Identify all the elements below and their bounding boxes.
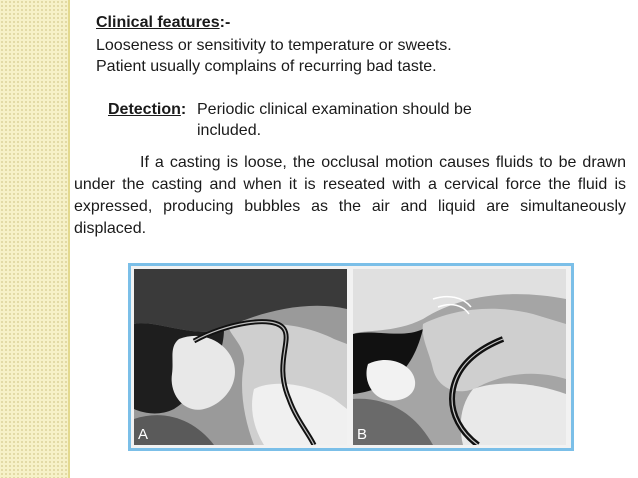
photo-b-label: B bbox=[357, 426, 368, 443]
body-paragraph: If a casting is loose, the occlusal motion causes fluids to be drawn under the casting and when it is reseated with a cervical force the fluid is expressed, producing bubbles as the air and liquid are simultaneously displaced. bbox=[74, 154, 626, 237]
decorative-side-line bbox=[68, 0, 70, 478]
photo-a-image bbox=[134, 269, 347, 445]
detection-title: Detection bbox=[108, 101, 181, 118]
photo-a-label: A bbox=[138, 426, 149, 443]
photo-panel-b bbox=[353, 269, 566, 445]
clinical-feature-line-2: Patient usually complains of recurring bad taste. bbox=[96, 58, 437, 75]
clinical-features-suffix: :- bbox=[219, 14, 231, 31]
detection-heading bbox=[108, 99, 186, 120]
photo-panel-a bbox=[134, 269, 347, 445]
clinical-features-heading bbox=[96, 12, 230, 33]
detection-text: Periodic clinical examination should be included. bbox=[197, 101, 472, 139]
photo-b-image bbox=[353, 269, 566, 445]
clinical-feature-line-1: Looseness or sensitivity to temperature or sweets. bbox=[96, 37, 452, 54]
figure-frame bbox=[128, 263, 574, 451]
detection-colon: : bbox=[180, 101, 187, 118]
clinical-features-title: Clinical features bbox=[96, 14, 220, 31]
decorative-side-strip bbox=[0, 0, 68, 478]
